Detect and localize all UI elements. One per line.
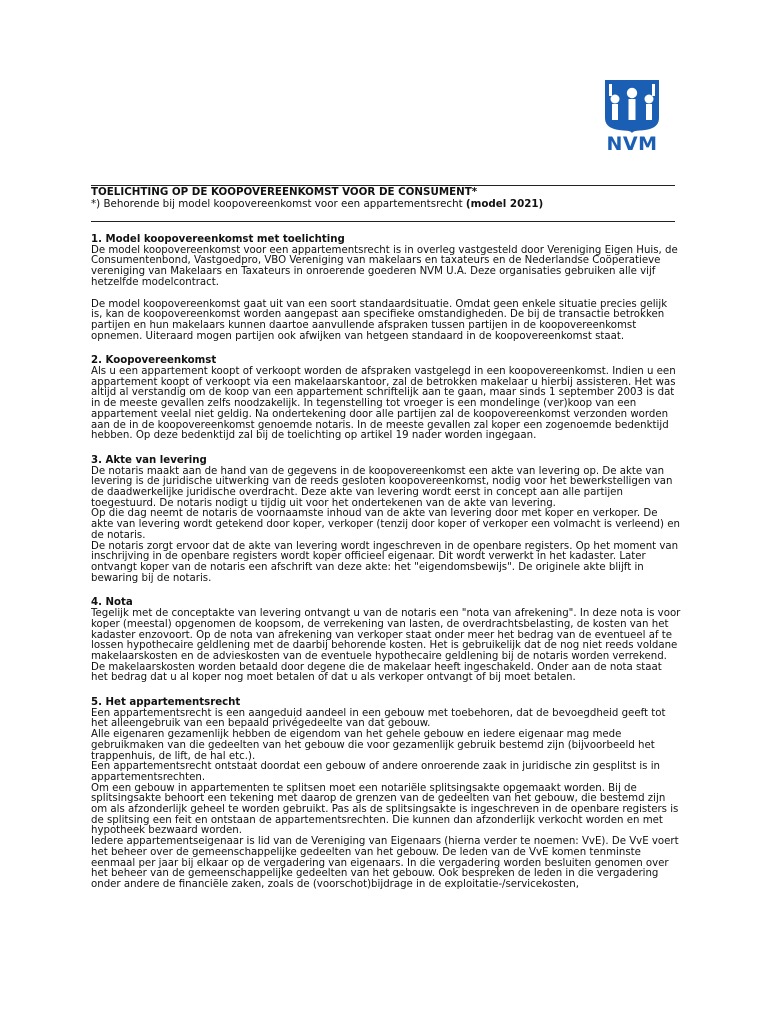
nvm-logo-text: NVM [606,133,658,155]
paragraph: De notaris zorgt ervoor dat de akte van levering wordt ingeschreven in de openbare registers. Op het moment van inschrijving in de openbare registers wordt koper officieel eigenaar. Dit wordt verwerkt in het kadaster. Later ontvangt koper van de notaris een afschrift van deze akte: het "eigendomsbewijs". De originele akte blijft in bewaring bij de notaris. [91,540,679,584]
paragraph: De notaris maakt aan de hand van de gegevens in de koopovereenkomst een akte van levering op. De akte van levering is de juridische uitwerking van de reeds gesloten koopovereenkomst, nodig voor het bewerkstelligen van de daadwerkelijke juridische overdracht. Deze akte van levering wordt eerst in concept aan alle partijen toegestuurd. De notaris nodigt u tijdig uit voor het ondertekenen van de akte van levering. [91,465,673,509]
document-body [91,235,681,905]
header-rule-bottom [91,221,675,222]
paragraph: De model koopovereenkomst voor een appartementsrecht is in overleg vastgesteld door Vereniging Eigen Huis, de Consumentenbond, Vastgoedpro, VBO Vereniging van makelaars en taxateurs en de Nederlandse Coöperatieve vereniging van Makelaars en Taxateurs in onroerende goederen NVM U.A. Deze organisaties gebruiken alle vijf hetzelfde modelcontract. [91,244,678,288]
paragraph: Als u een appartement koopt of verkoopt worden de afspraken vastgelegd in een koopovereenkomst. Indien u een appartement koopt of verkoopt via een makelaarskantoor, zal de betrokken makelaar u hierbij assisteren. Het was altijd al verstandig om de koop van een appartement schriftelijk aan te gaan, maar sinds 1 september 2003 is dat in de meeste gevallen zelfs noodzakelijk. In tegenstelling tot vroeger is een mondelinge (ver)koop van een appartement veelal niet geldig. Na ondertekening door alle partijen zal de koopovereenkomst verzonden worden aan de in de koopovereenkomst genoemde notaris. In de meeste gevallen zal koper een zogenoemde bedenktijd hebben. Op deze bedenktijd zal bij de toelichting op artikel 19 nader worden ingegaan. [91,366,676,442]
section-heading: 5. Het appartementsrecht [91,697,241,709]
paragraph: Een appartementsrecht is een aangeduid aandeel in een gebouw met toebehoren, dat de bevoegdheid geeft tot het alleengebruik van een bepaald privégedeelte van dat gebouw. [91,707,666,730]
paragraph: Op die dag neemt de notaris de voornaamste inhoud van de akte van levering door met koper en verkoper. De akte van levering wordt getekend door koper, verkoper (tenzij door koper of verkoper een volmacht is verleend) en de notaris. [91,508,680,541]
section-4 [91,598,681,684]
section-1 [91,235,681,342]
section-5 [91,698,681,891]
section-heading: 1. Model koopovereenkomst met toelichting [91,234,345,245]
section-heading: 2. Koopovereenkomst [91,355,217,367]
nvm-logo [601,77,663,155]
paragraph: Om een gebouw in appartementen te splitsen moet een notariële splitsingsakte opgemaakt worden. Bij de splitsingsakte behoort een tekening met daarop de grenzen van de gedeelten van het gebouw, die bestemd zijn om als afzonderlijk geheel te worden gebruikt. Pas als de splitsingsakte is ingeschreven in de openbare registers is de splitsing een feit en ontstaan de appartementsrechten. Die kunnen dan afzonderlijk verkocht worden en met hypotheek bezwaard worden. [91,782,679,837]
document-subtitle [91,198,543,211]
paragraph: Iedere appartementseigenaar is lid van de Vereniging van Eigenaars (hierna verder te noemen: VvE). De VvE voert het beheer over de gemeenschappelijke gedeelten van het gebouw. De leden van de VvE komen tenminste eenmaal per jaar bij elkaar op de vergadering van eigenaars. In die vergadering worden besluiten genomen over het beheer van de gemeenschappelijke gedeelten van het gebouw. Ook bespreken de leden in die vergadering onder andere de financiële zaken, zoals de (voorschot)bijdrage in de exploitatie-/servicekosten, [91,836,679,890]
paragraph: Tegelijk met de conceptakte van levering ontvangt u van de notaris een "nota van afrekening". In deze nota is voor koper (meestal) opgenomen de koopsom, de verrekening van lasten, de overdrachtsbelasting, de kosten van het kadaster enzovoort. Op de nota van afrekening van verkoper staat onder meer het bedrag van de eventueel af te lossen hypothecaire geldlening met de daarbij behorende kosten. Het is gebruikelijk dat de nog niet reeds voldane makelaarskosten en de advieskosten van de eventuele hypothecaire geldlening bij de notaris worden verrekend. De makelaarskosten worden betaald door degene die de makelaar heeft ingeschakeld. Onder aan de nota staat het bedrag dat u al koper nog moet betalen of dat u als verkoper ontvangt of bij moet betalen. [91,608,681,684]
subtitle-model-year: (model 2021) [465,198,544,210]
section-heading: 4. Nota [91,597,133,609]
document-title: TOELICHTING OP DE KOOPOVEREENKOMST VOOR DE CONSUMENT* [91,186,478,198]
nvm-logo-icon [601,77,663,133]
section-3 [91,456,681,584]
paragraph: Een appartementsrecht ontstaat doordat een gebouw of andere onroerende zaak in juridische zin gesplitst is in appartementsrechten. [91,761,661,783]
paragraph: De model koopovereenkomst gaat uit van een soort standaardsituatie. Omdat geen enkele situatie precies gelijk is, kan de koopovereenkomst worden aangepast aan specifieke omstandigheden. De bij de transactie betrokken partijen en hun makelaars kunnen daartoe aanvullende afspraken tussen partijen in de koopovereenkomst opnemen. Uiteraard mogen partijen ook afwijken van hetgeen standaard in de koopovereenkomst staat. [91,298,668,342]
paragraph: Alle eigenaren gezamenlijk hebben de eigendom van het gehele gebouw en iedere eigenaar mag mede gebruikmaken van die gedeelten van het gebouw die voor gezamenlijk gebruik bestemd zijn (bijvoorbeeld het trappenhuis, de lift, de hal etc.). [91,729,655,762]
section-2 [91,356,681,442]
subtitle-text: *) Behorende bij model koopovereenkomst voor een appartementsrecht [91,198,463,210]
section-heading: 3. Akte van levering [91,454,207,466]
